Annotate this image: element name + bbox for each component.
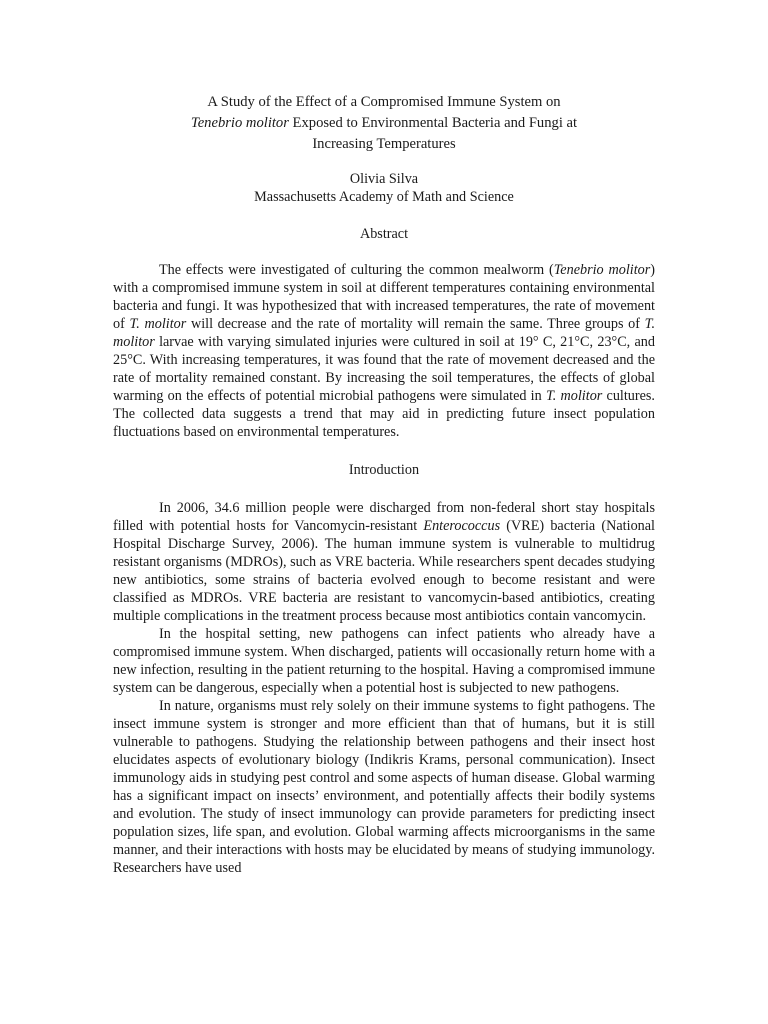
abstract-text-2: ) with a compromised immune system in soil at different temperatures containing environmental bacteria and fungi. It was hypothesized that with increased temperatures, the rate of movement of (113, 262, 655, 332)
abstract-text-5: cultures. The collected data suggests a trend that may aid in predicting future insect population fluctuations based on environmental temperatures. (113, 388, 655, 440)
abstract-paragraph (113, 261, 655, 441)
abstract-text-3: will decrease and the rate of mortality will remain the same. Three groups of (186, 316, 645, 332)
intro-p1-text-b: (VRE) bacteria (National Hospital Discharge Survey, 2006). The human immune system is vulnerable to multidrug resistant organisms (MDROs), such as VRE bacteria. While researchers spent decades studying new antibiotics, some strains of bacteria evolved enough to become resistant and were classified as MDROs. VRE bacteria are resistant to vancomycin-based antibiotics, creating multiple complications in the treatment process because most antibiotics contain vancomycin. (113, 518, 655, 624)
abstract-italic-1: Tenebrio molitor (553, 262, 651, 278)
intro-paragraph-2: In the hospital setting, new pathogens can infect patients who already have a compromised immune system. When discharged, patients will occasionally return home with a new infection, resulting in the patient returning to the hospital. Having a compromised immune system can be dangerous, especially when a potential host is subjected to new pathogens. (113, 626, 655, 696)
title-line-1: A Study of the Effect of a Compromised Immune System on (207, 94, 561, 110)
abstract-italic-3: T. molitor (113, 316, 655, 350)
abstract-heading: Abstract (359, 226, 409, 242)
title-species-name: Tenebrio molitor (190, 115, 289, 131)
paper-title (113, 92, 655, 155)
title-line-2-rest: Exposed to Environmental Bacteria and Fungi at (288, 115, 578, 131)
title-line-2 (113, 113, 655, 134)
introduction-heading: Introduction (348, 462, 420, 478)
author-name: Olivia Silva (349, 171, 419, 187)
abstract-text-1: The effects were investigated of culturing the common mealworm ( (159, 262, 554, 278)
abstract-text-4: larvae with varying simulated injuries were cultured in soil at 19° C, 21°C, 23°C, and 25°C. With increasing temperatures, it was found that the rate of movement decreased and the rate of mortality remained constant. By increasing the soil temperatures, the effects of global warming on the effects of potential microbial pathogens were simulated in (113, 334, 655, 404)
abstract-italic-4: T. molitor (545, 388, 603, 404)
intro-paragraph-3: In nature, organisms must rely solely on their immune systems to fight pathogens. The insect immune system is stronger and more efficient than that of humans, but it is still vulnerable to pathogens. Studying the relationship between pathogens and their insect host elucidates aspects of evolutionary biology (Indikris Krams, personal communication). Insect immunology aids in studying pest control and some aspects of human disease. Global warming has a significant impact on insects’ environment, and potentially affects their bodily systems and evolution. The study of insect immunology can provide parameters for predicting insect population sizes, life span, and evolution. Global warming affects microorganisms in the same manner, and their interactions with hosts may be elucidated by means of studying immunology. Researchers have used (113, 698, 655, 876)
author-affiliation: Massachusetts Academy of Math and Science (254, 189, 514, 205)
title-line-3: Increasing Temperatures (312, 136, 456, 152)
paper-content (113, 92, 655, 877)
intro-paragraph-1 (113, 499, 655, 625)
author-block (113, 170, 655, 206)
intro-p1-text-a: In 2006, 34.6 million people were discharged from non-federal short stay hospitals filled with potential hosts for Vancomycin-resistant (113, 500, 655, 534)
abstract-italic-2: T. molitor (129, 316, 187, 332)
intro-p1-italic: Enterococcus (423, 518, 501, 534)
